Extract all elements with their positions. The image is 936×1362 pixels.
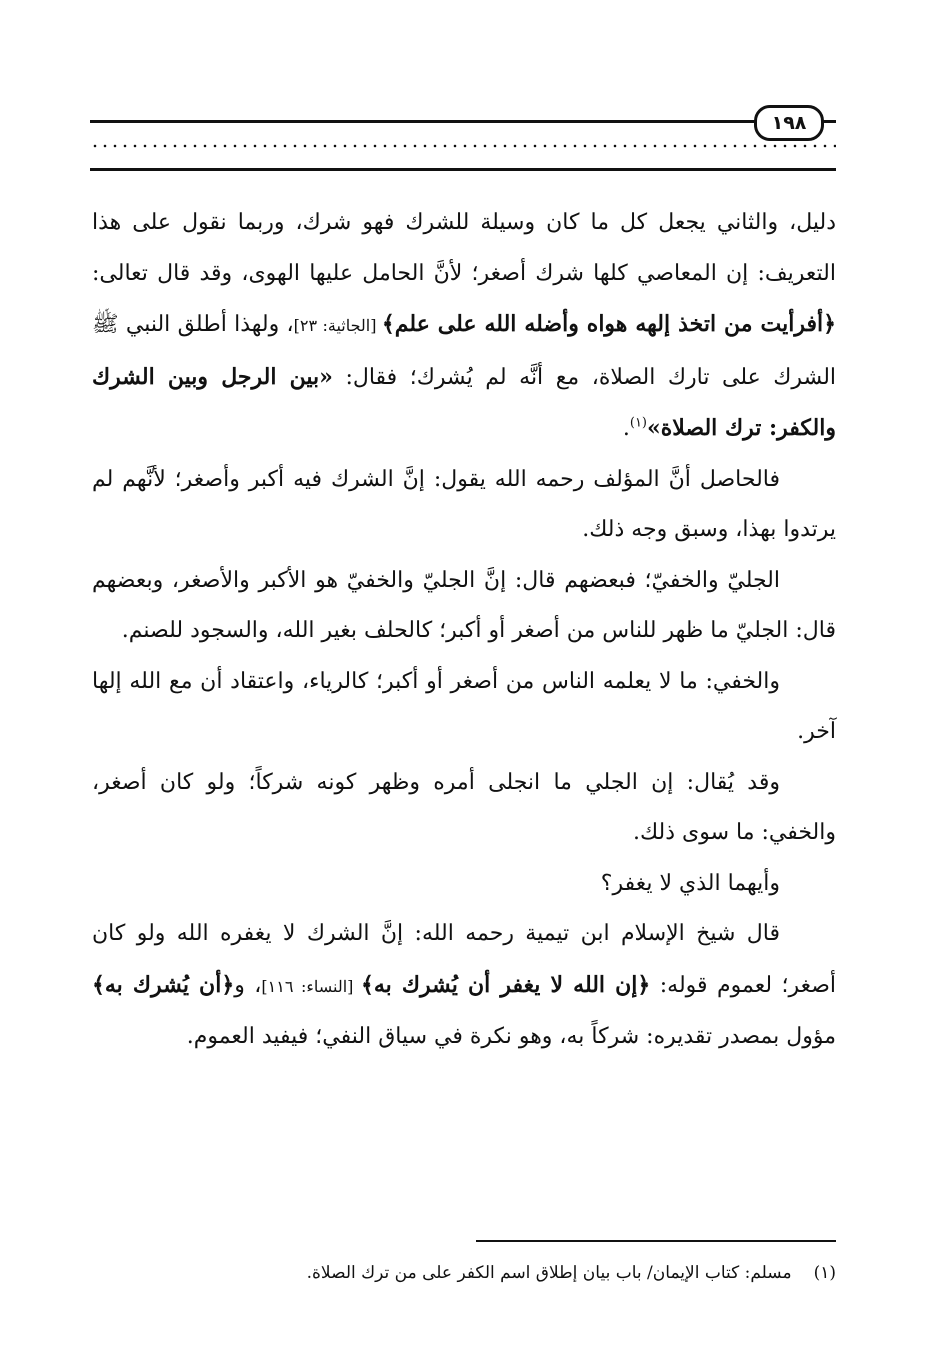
paragraph-5: وقد يُقال: إن الجلي ما انجلى أمره وظهر كونه شركاً؛ ولو كان أصغر، والخفي: ما سوى ذلك. [92, 769, 836, 845]
footnote-text: مسلم: كتاب الإيمان/ باب بيان إطلاق اسم الكفر على من ترك الصلاة. [306, 1263, 792, 1283]
page-header [90, 100, 836, 180]
paragraph-1-text-3: . [622, 416, 630, 441]
paragraph-7 [92, 909, 836, 1063]
paragraph-6: وأيهما الذي لا يغفر؟ [600, 870, 780, 896]
footnote-1 [92, 1258, 836, 1288]
paragraph-1-text-2: ، ولهذا أطلق النبي ﷺ الشرك على تارك الصلاة، مع أنَّه لم يُشرك؛ فقال: [92, 312, 837, 390]
paragraph-7-text-3: مؤول بمصدر تقديره: شركاً به، وهو نكرة في سياق النفي؛ فيفيد العموم. [186, 1024, 836, 1049]
footnote-marker: (١) [813, 1263, 836, 1283]
header-bottom-rule [90, 168, 836, 171]
page-number: ١٩٨ [754, 105, 824, 141]
footnote-ref-1: (١) [629, 415, 647, 431]
paragraph-1-text-1: دليل، والثاني يجعل كل ما كان وسيلة للشرك فهو شرك، وربما نقول على هذا التعريف: إن المعاصي كلها شرك أصغر؛ لأنَّ الحامل عليها الهوى، وقد قال تعالى: [92, 210, 836, 286]
paragraph-7-text-2: ، و [234, 972, 262, 998]
header-dotted-rule [90, 144, 836, 148]
hadith-quote: «بين الرجل وبين الشرك والكفر: ترك الصلاة» [92, 363, 836, 441]
paragraph-1 [92, 198, 836, 455]
paragraph-3: الجليّ والخفيّ؛ فبعضهم قال: إنَّ الجليّ والخفيّ هو الأكبر والأصغر، وبعضهم قال: الجليّ ما ظهر للناس من أصغر أو أكبر؛ كالحلف بغير الله، والسجود للصنم. [92, 567, 836, 643]
paragraph-2: فالحاصل أنَّ المؤلف رحمه الله يقول: إنَّ الشرك فيه أكبر وأصغر؛ لأنَّهم لم يرتدوا بهذا، وسبق وجه ذلك. [92, 466, 836, 542]
paragraph-7-text-1: قال شيخ الإسلام ابن تيمية رحمه الله: إنَّ الشرك لا يغفره الله ولو كان أصغر؛ لعموم قوله: [92, 921, 837, 998]
quran-quote-nisa: ﴿إن الله لا يغفر أن يُشرك به﴾ [360, 971, 651, 998]
quran-reference-jathiya: [الجاثية: ٢٣] [293, 316, 382, 335]
paragraph-4: والخفي: ما لا يعلمه الناس من أصغر أو أكبر؛ كالرياء، واعتقاد أن مع الله إلها آخر. [92, 668, 836, 744]
body-text [92, 198, 836, 1063]
quran-quote-jathiya: ﴿أفرأيت من اتخذ إلهه هواه وأضله الله على علم﴾ [381, 311, 836, 337]
quran-quote-nisa-partial: ﴿أن يُشرك به﴾ [92, 971, 235, 998]
quran-reference-nisa: [النساء: ١١٦] [261, 976, 361, 996]
footnote-separator [476, 1240, 836, 1242]
header-top-rule [90, 120, 836, 123]
